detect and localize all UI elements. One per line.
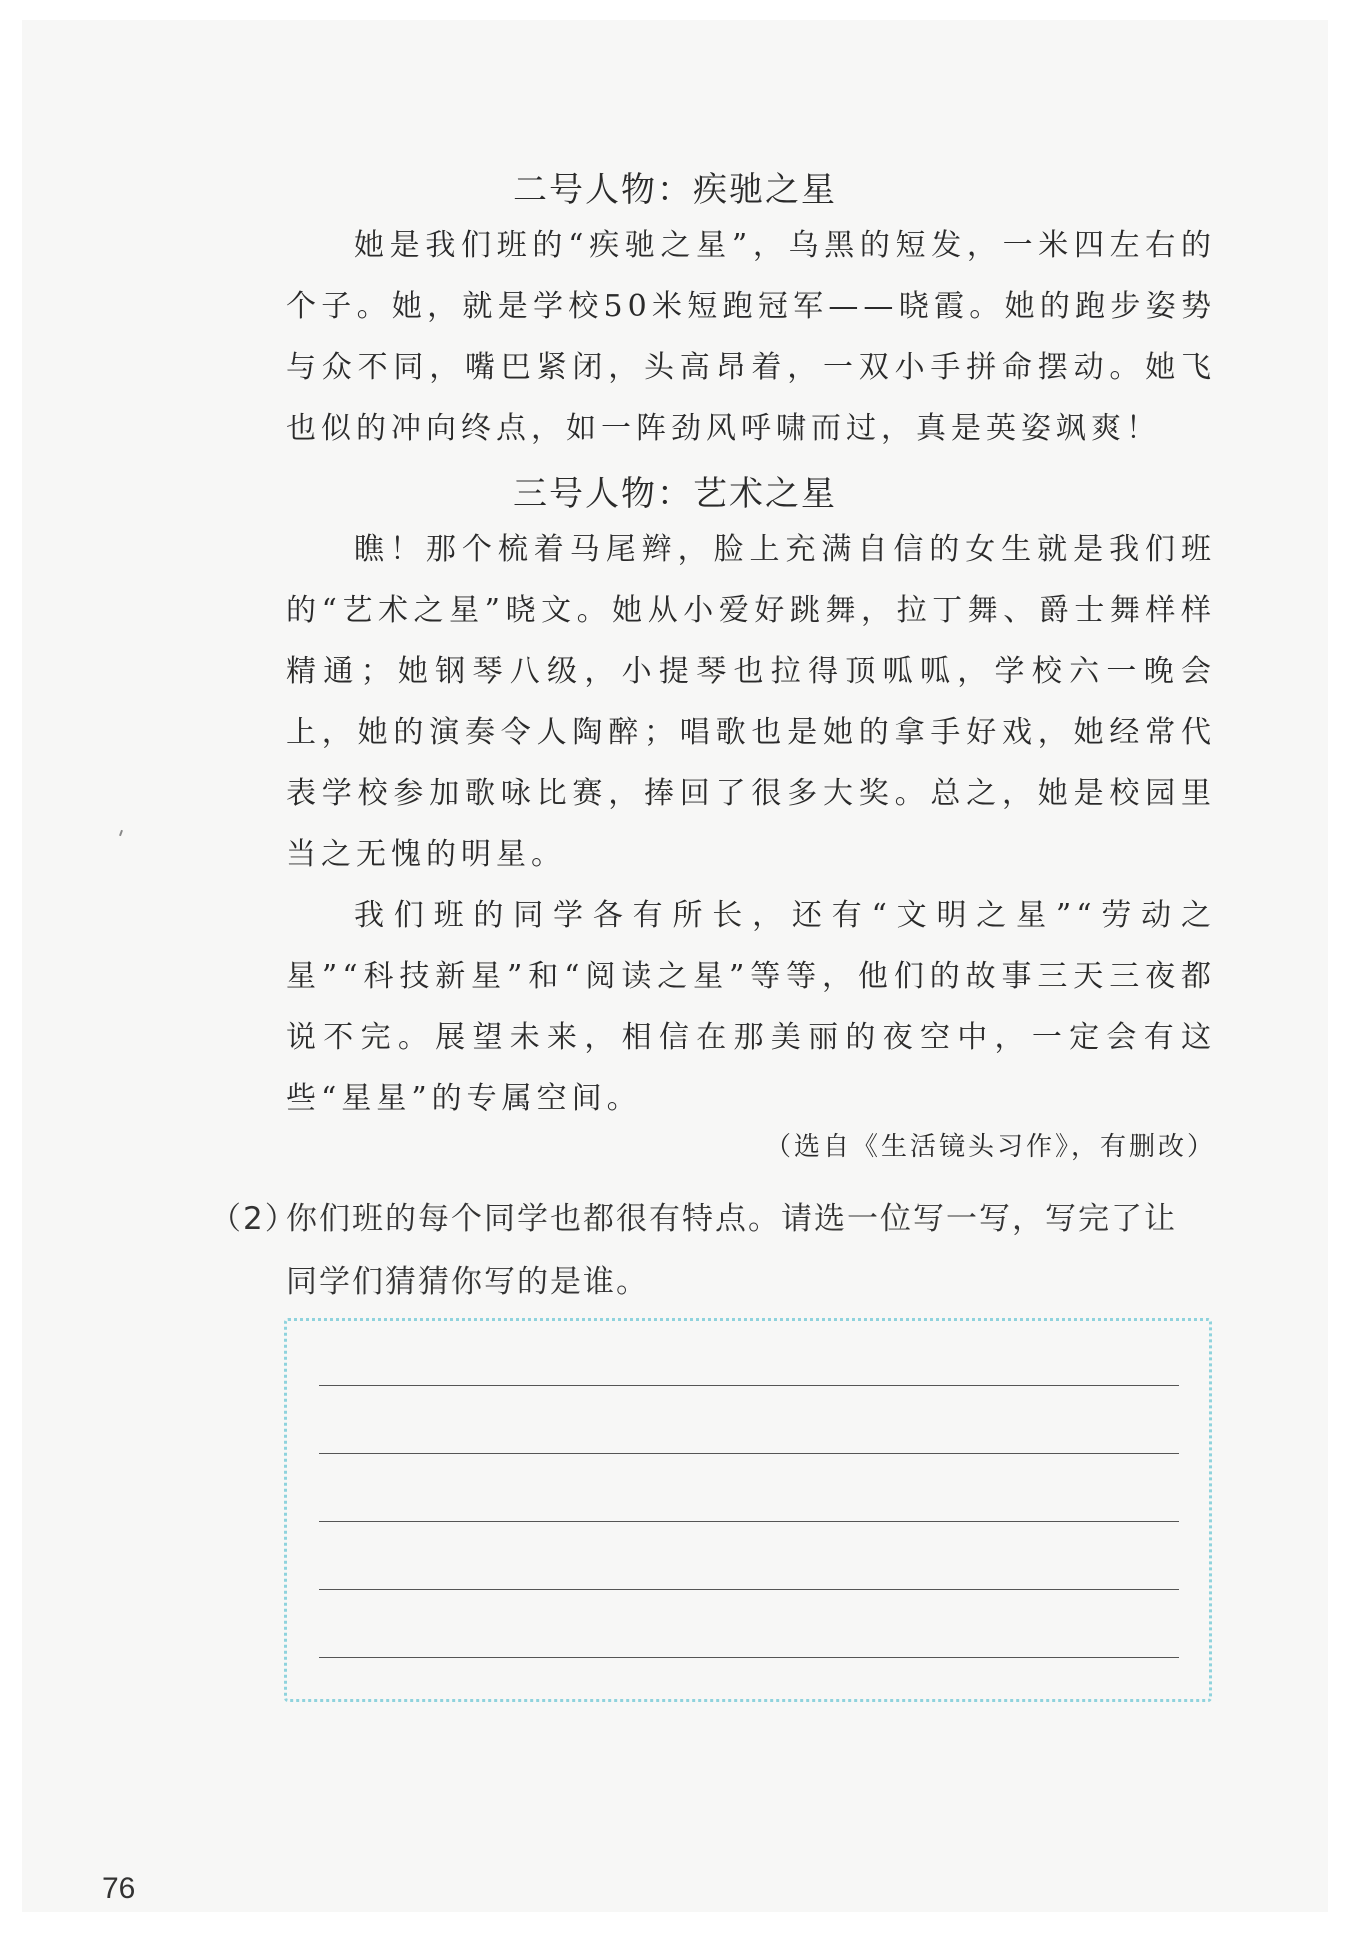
answer-line-1[interactable] <box>319 1385 1179 1386</box>
section-heading-3: 三号人物：艺术之星 <box>513 474 837 514</box>
closing-paragraph: 我们班的同学各有所长，还有“文明之星”“劳动之星”“科技新星”和“阅读之星”等等，他们的故事三天三夜都说不完。展望未来，相信在那美丽的夜空中，一定会有这些“星星”的专属空间。 <box>286 898 1216 1116</box>
section-paragraph-3: 瞧！那个梳着马尾辫，脸上充满自信的女生就是我们班的“艺术之星”晓文。她从小爱好跳舞，拉丁舞、爵士舞样样精通；她钢琴八级，小提琴也拉得顶呱呱，学校六一晚会上，她的演奏令人陶醉；唱歌也是她的拿手好戏，她经常代表学校参加歌咏比赛，捧回了很多大奖。总之，她是校园里当之无愧的明星。 <box>286 532 1216 872</box>
answer-line-3[interactable] <box>319 1521 1179 1522</box>
task-text-line-1: 你们班的每个同学也都很有特点。请选一位写一写，写完了让 <box>286 1201 1177 1237</box>
answer-box[interactable] <box>284 1318 1212 1702</box>
task-number: （2） <box>210 1201 298 1237</box>
answer-line-2[interactable] <box>319 1453 1179 1454</box>
section-paragraph-2: 她是我们班的“疾驰之星”，乌黑的短发，一米四左右的个子。她，就是学校50米短跑冠军——晓霞。她的跑步姿势与众不同，嘴巴紧闭，头高昂着，一双小手拼命摆动。她飞也似的冲向终点，如一阵劲风呼啸而过，真是英姿飒爽！ <box>286 228 1216 446</box>
writing-task <box>210 1188 1220 1314</box>
section-heading-2: 二号人物：疾驰之星 <box>513 170 837 210</box>
source-note: （选自《生活镜头习作》，有删改） <box>764 1132 1216 1162</box>
answer-line-5[interactable] <box>319 1657 1179 1658</box>
answer-line-4[interactable] <box>319 1589 1179 1590</box>
task-text-line-2: 同学们猜猜你写的是谁。 <box>286 1264 649 1300</box>
page-number: 76 <box>102 1872 136 1905</box>
